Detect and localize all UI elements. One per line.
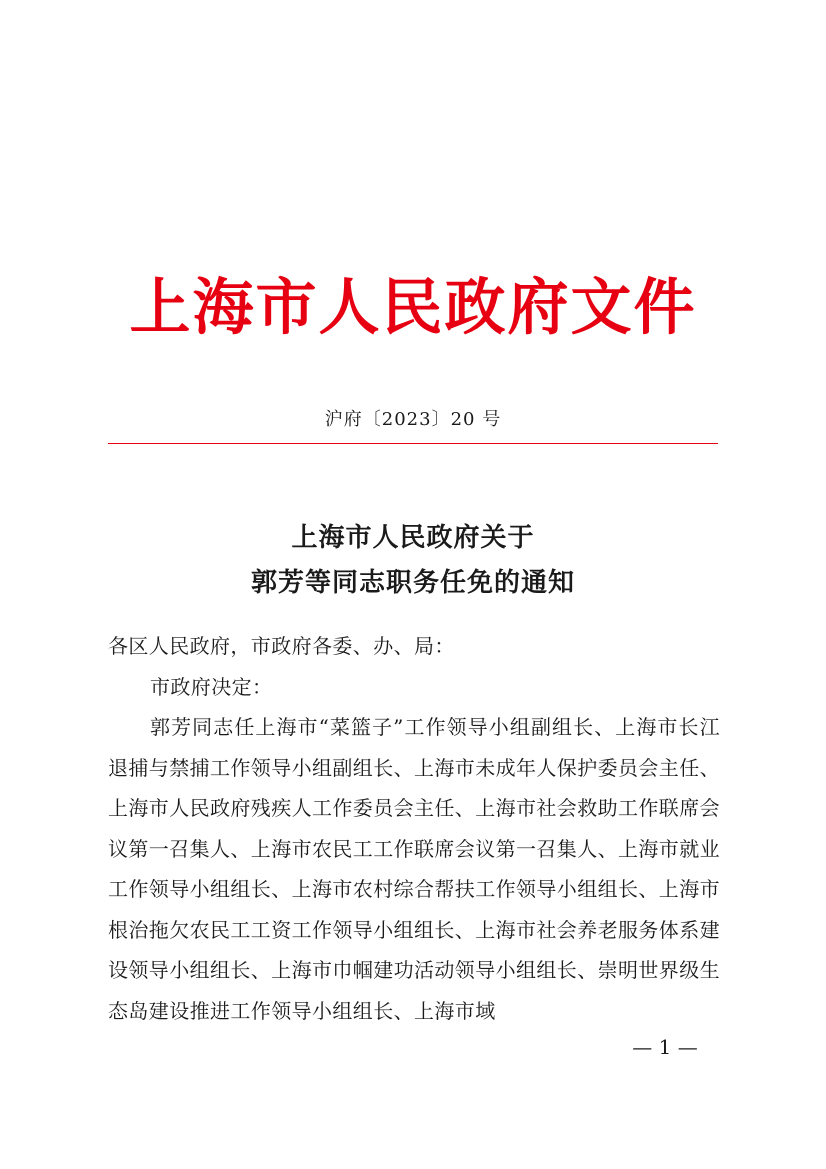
appointment-paragraph: 郭芳同志任上海市“菜篮子”工作领导小组副组长、上海市长江退捕与禁捕工作领导小组副组长、上海市未成年人保护委员会主任、上海市人民政府残疾人工作委员会主任、上海市社会救助工作联席会议第一召集人、上海市农民工工作联席会议第一召集人、上海市就业工作领导小组组长、上海市农村综合帮扶工作领导小组组长、上海市根治拖欠农民工工资工作领导小组组长、上海市社会养老服务体系建设领导小组组长、上海市巾帼建功活动领导小组组长、崇明世界级生态岛建设推进工作领导小组组长、上海市域	[108, 715, 720, 1023]
page-number: — 1 —	[632, 1035, 698, 1059]
notice-title-line2: 郭芳等同志职务任免的通知	[250, 568, 575, 598]
decision-line: 市政府决定：	[150, 674, 273, 699]
document-number: 沪府〔2023〕20 号	[324, 409, 502, 430]
document-header-title: 上海市人民政府文件	[129, 272, 697, 343]
notice-title-line1: 上海市人民政府关于	[291, 523, 535, 553]
document-body	[108, 626, 720, 1031]
salutation: 各区人民政府，市政府各委、办、局：	[108, 634, 455, 658]
red-divider-line	[108, 443, 718, 444]
